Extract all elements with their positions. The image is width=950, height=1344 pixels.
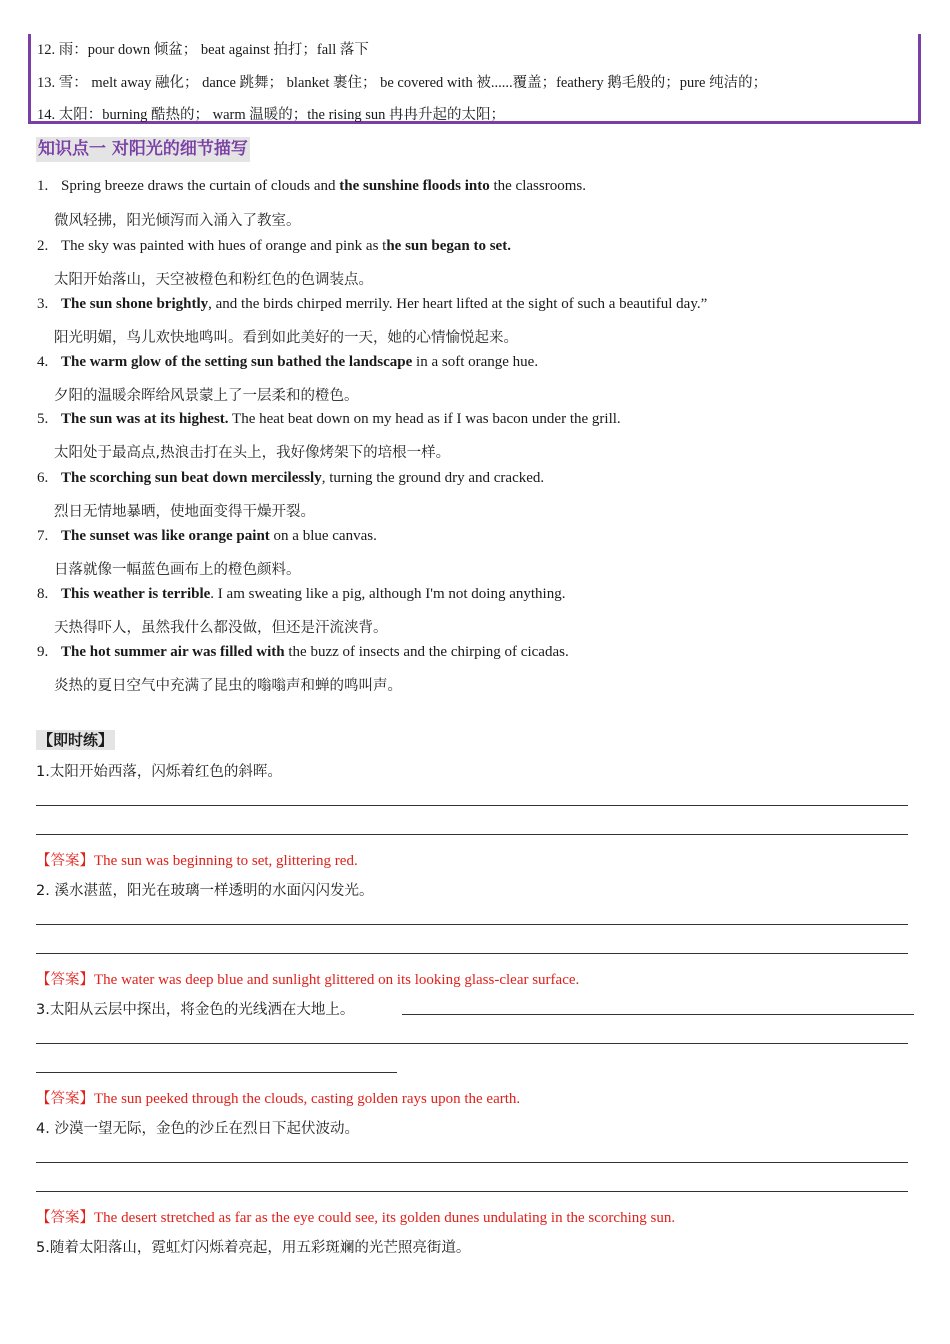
sentence-item: 7. The sunset was like orange paint on a blue canvas. [37,528,377,544]
answer-line[interactable] [402,1014,914,1015]
sentence-translation: 天热得吓人，虽然我什么都没做，但还是汗流浃背。 [54,620,388,636]
vocab-line-snow: 13. 雪： melt away 融化； dance 跳舞； blanket 裹住； be covered with 被......覆盖；feathery 鹅毛般的；pure 纯洁的； [37,75,768,91]
sentence-item: 3. The sun shone brightly, and the birds chirped merrily. Her heart lifted at the sight of such a beautiful day.” [37,296,708,312]
practice-question: 5.随着太阳落山，霓虹灯闪烁着亮起，用五彩斑斓的光芒照亮街道。 [36,1240,471,1256]
sentence-item: 2. The sky was painted with hues of orange and pink as the sun began to set. [37,238,511,254]
sentence-item: 5. The sun was at its highest. The heat beat down on my head as if I was bacon under the grill. [37,411,621,427]
sentence-translation: 太阳开始落山，天空被橙色和粉红色的色调装点。 [54,272,373,288]
vocab-line-sun: 14. 太阳：burning 酷热的； warm 温暖的；the rising sun 冉冉升起的太阳； [37,107,506,123]
practice-answer: 【答案】The water was deep blue and sunlight glittered on its looking glass-clear surface. [36,972,580,988]
practice-answer: 【答案】The sun peeked through the clouds, casting golden rays upon the earth. [36,1091,521,1107]
answer-line[interactable] [36,953,908,954]
sentence-item: 4. The warm glow of the setting sun bathed the landscape in a soft orange hue. [37,354,539,370]
answer-line[interactable] [36,1043,908,1044]
sentence-translation: 炎热的夏日空气中充满了昆虫的嗡嗡声和蝉的鸣叫声。 [54,678,402,694]
sentence-translation: 夕阳的温暖余晖给风景蒙上了一层柔和的橙色。 [54,388,359,404]
practice-question: 2. 溪水湛蓝，阳光在玻璃一样透明的水面闪闪发光。 [36,883,374,899]
practice-answer: 【答案】The desert stretched as far as the eye could see, its golden dunes undulating in the scorching sun. [36,1210,676,1226]
answer-line[interactable] [36,1191,908,1192]
answer-line[interactable] [36,834,908,835]
sentence-item: 9. The hot summer air was filled with the buzz of insects and the chirping of cicadas. [37,644,569,660]
sentence-translation: 烈日无情地暴晒，使地面变得干燥开裂。 [54,504,315,520]
practice-answer: 【答案】The sun was beginning to set, glittering red. [36,853,358,869]
vocab-line-rain: 12. 雨：pour down 倾盆； beat against 拍打；fall 落下 [37,42,369,58]
practice-title: 【即时练】 [38,731,114,749]
section-title: 知识点一 对阳光的细节描写 [36,137,250,162]
answer-line[interactable] [36,924,908,925]
sentence-item: 8. This weather is terrible. I am sweating like a pig, although I'm not doing anything. [37,586,566,602]
sentence-translation: 日落就像一幅蓝色画布上的橙色颜料。 [54,562,301,578]
practice-question: 1.太阳开始西落，闪烁着红色的斜晖。 [36,764,282,780]
sentence-translation: 阳光明媚，鸟儿欢快地鸣叫。看到如此美好的一天，她的心情愉悦起来。 [54,330,518,346]
practice-question: 4. 沙漠一望无际，金色的沙丘在烈日下起伏波动。 [36,1121,359,1137]
answer-line[interactable] [36,805,908,806]
sentence-item: 1. Spring breeze draws the curtain of clouds and the sunshine floods into the classrooms. [37,178,586,194]
answer-line[interactable] [36,1072,397,1073]
practice-question: 3.太阳从云层中探出，将金色的光线洒在大地上。 [36,1002,355,1018]
answer-line[interactable] [36,1162,908,1163]
sentence-item: 6. The scorching sun beat down mercilessly, turning the ground dry and cracked. [37,470,545,486]
sentence-translation: 太阳处于最高点,热浪击打在头上，我好像烤架下的培根一样。 [54,445,451,461]
sentence-translation: 微风轻拂，阳光倾泻而入涌入了教室。 [54,213,301,229]
